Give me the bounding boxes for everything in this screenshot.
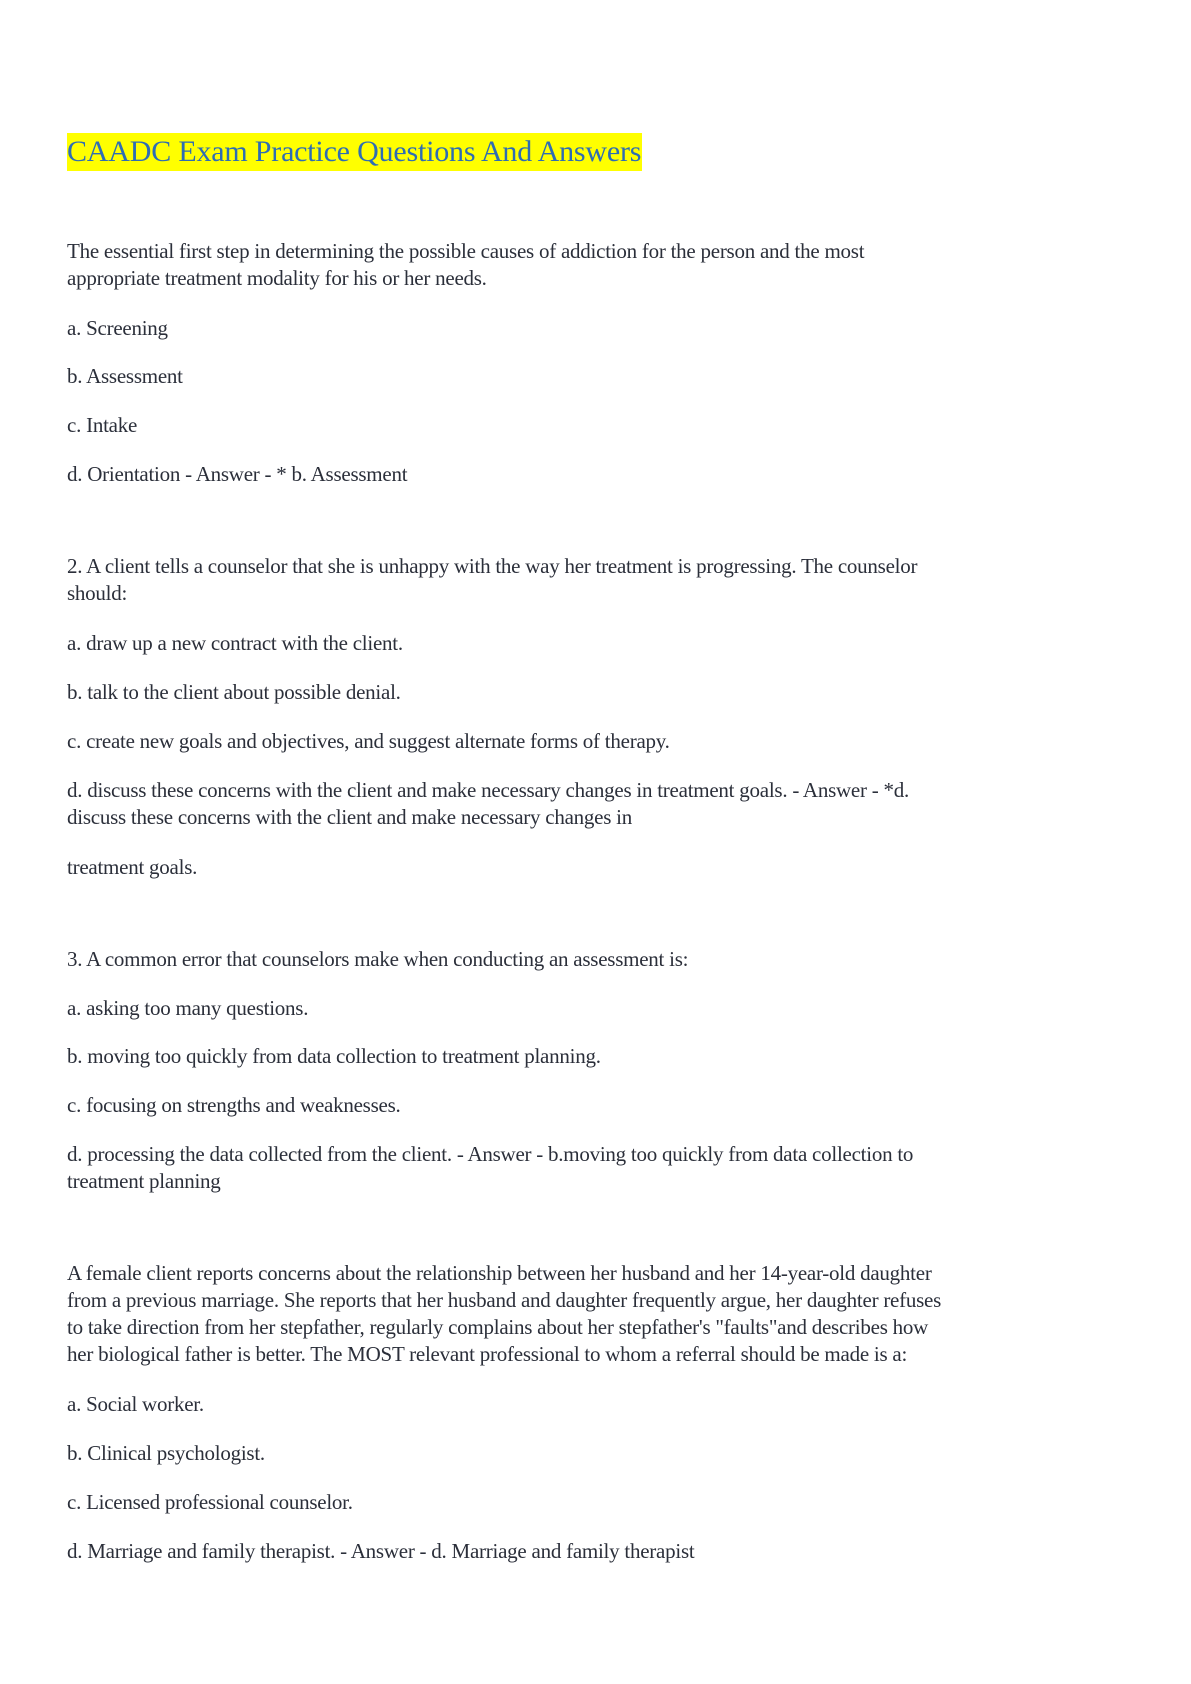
question-2-option-a: a. draw up a new contract with the client. bbox=[67, 631, 403, 655]
question-2-answer-continued-2: treatment goals. bbox=[67, 855, 198, 879]
question-2-answer-continued: discuss these concerns with the client and make necessary changes in bbox=[67, 805, 632, 829]
question-1-option-b: b. Assessment bbox=[67, 364, 183, 388]
question-3-option-a: a. asking too many questions. bbox=[67, 996, 309, 1020]
question-4-stem-line-1: A female client reports concerns about the relationship between her husband and her 14-year-old daughter bbox=[67, 1261, 932, 1285]
question-1-option-c: c. Intake bbox=[67, 413, 138, 437]
question-3-option-b: b. moving too quickly from data collection to treatment planning. bbox=[67, 1044, 601, 1068]
question-1-option-a: a. Screening bbox=[67, 316, 168, 340]
question-3-stem: 3. A common error that counselors make when conducting an assessment is: bbox=[67, 947, 689, 971]
question-2-stem-line-2: should: bbox=[67, 581, 128, 605]
document-title: CAADC Exam Practice Questions And Answers bbox=[67, 133, 642, 171]
question-2-option-d-answer: d. discuss these concerns with the client and make necessary changes in treatment goals. - Answer - *d. bbox=[67, 778, 909, 802]
question-4-option-c: c. Licensed professional counselor. bbox=[67, 1490, 353, 1514]
question-2-option-b: b. talk to the client about possible denial. bbox=[67, 680, 401, 704]
question-3-option-d-answer: d. processing the data collected from the client. - Answer - b.moving too quickly from data collection to bbox=[67, 1142, 914, 1166]
question-4-option-b: b. Clinical psychologist. bbox=[67, 1441, 265, 1465]
question-4-option-d-answer: d. Marriage and family therapist. - Answer - d. Marriage and family therapist bbox=[67, 1539, 695, 1563]
question-4-stem-line-4: her biological father is better. The MOST relevant professional to whom a referral should be made is a: bbox=[67, 1342, 908, 1366]
question-2-stem-line-1: 2. A client tells a counselor that she is unhappy with the way her treatment is progressing. The counselor bbox=[67, 554, 918, 578]
question-4-stem-line-3: to take direction from her stepfather, regularly complains about her stepfather's "faults"and describes how bbox=[67, 1315, 929, 1339]
question-1-stem-line-2: appropriate treatment modality for his or her needs. bbox=[67, 266, 487, 290]
question-4-option-a: a. Social worker. bbox=[67, 1392, 204, 1416]
question-3-answer-continued: treatment planning bbox=[67, 1169, 221, 1193]
question-4-stem-line-2: from a previous marriage. She reports that her husband and daughter frequently argue, her daughter refuses bbox=[67, 1288, 942, 1312]
question-1-option-d-answer: d. Orientation - Answer - * b. Assessment bbox=[67, 462, 408, 486]
question-3-option-c: c. focusing on strengths and weaknesses. bbox=[67, 1093, 401, 1117]
question-2-option-c: c. create new goals and objectives, and suggest alternate forms of therapy. bbox=[67, 729, 670, 753]
question-1-stem-line-1: The essential first step in determining the possible causes of addiction for the person and the most bbox=[67, 239, 865, 263]
